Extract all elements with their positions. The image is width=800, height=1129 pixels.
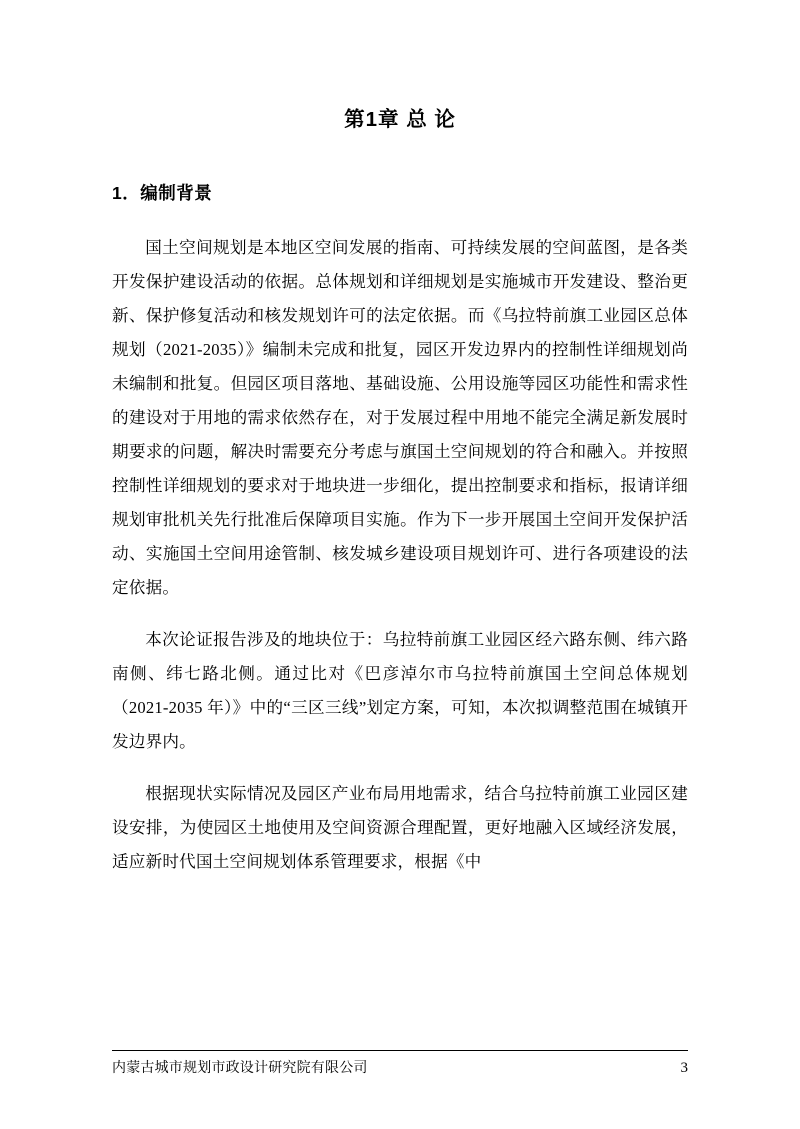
footer-company-name: 内蒙古城市规划市政设计研究院有限公司 <box>112 1059 368 1075</box>
footer-page-number: 3 <box>680 1060 688 1076</box>
paragraph-basis: 根据现状实际情况及园区产业布局用地需求，结合乌拉特前旗工业园区建设安排，为使园区土地使用及空间资源合理配置，更好地融入区域经济发展，适应新时代国土空间规划体系管理要求，根据《中 <box>112 784 688 872</box>
paragraph-location: 本次论证报告涉及的地块位于：乌拉特前旗工业园区经六路东侧、纬六路南侧、纬七路北侧。通过比对《巴彦淖尔市乌拉特前旗国土空间总体规划（2021-2035 年）》中的“三区三线”划定方案，可知，本次拟调整范围在城镇开发边界内。 <box>112 630 688 752</box>
section-heading: 1．编制背景 <box>112 183 213 203</box>
page-footer <box>112 1050 688 1077</box>
chapter-title: 第1章 总 论 <box>344 108 456 131</box>
paragraph-background: 国土空间规划是本地区空间发展的指南、可持续发展的空间蓝图，是各类开发保护建设活动的依据。总体规划和详细规划是实施城市开发建设、整治更新、保护修复活动和核发规划许可的法定依据。而《乌拉特前旗工业园区总体规划（2021-2035）》编制未完成和批复，园区开发边界内的控制性详细规划尚未编制和批复。但园区项目落地、基础设施、公用设施等园区功能性和需求性的建设对于用地的需求依然存在，对于发展过程中用地不能完全满足新发展时期要求的问题，解决时需要充分考虑与旗国土空间规划的符合和融入。并按照控制性详细规划的要求对于地块进一步细化，提出控制要求和指标，报请详细规划审批机关先行批准后保障项目实施。作为下一步开展国土空间开发保护活动、实施国土空间用途管制、核发城乡建设项目规划许可、进行各项建设的法定依据。 <box>112 238 688 598</box>
